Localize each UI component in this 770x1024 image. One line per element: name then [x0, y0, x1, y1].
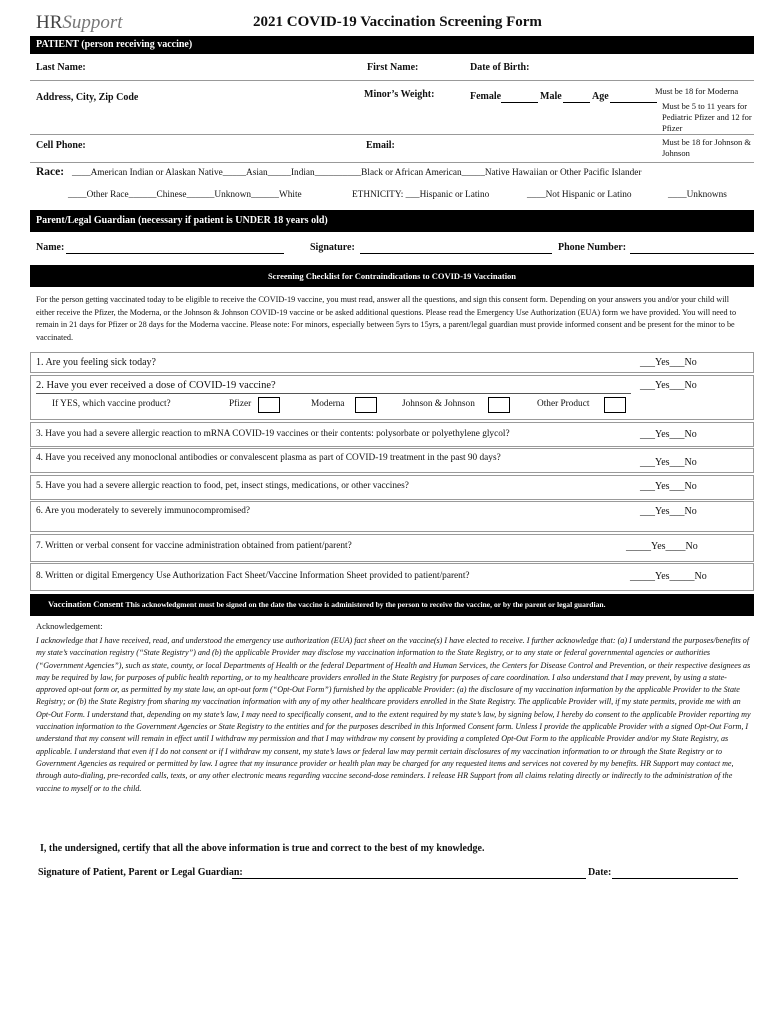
date-blank[interactable] [612, 878, 738, 879]
note-pfizer: Must be 5 to 11 years for Pediatric Pfizer and 12 for Pfizer [662, 101, 752, 133]
question-8: 8. Written or digital Emergency Use Authorization Fact Sheet/Vaccine Information Sheet provided to patient/parent? [36, 571, 470, 581]
consent-bar-text [48, 599, 606, 609]
consent-bar-bold: Vaccination Consent [48, 599, 124, 609]
hr-support-logo [36, 12, 123, 34]
jj-label: Johnson & Johnson [402, 399, 475, 409]
logo-support: Support [62, 12, 123, 33]
guardian-signature-blank[interactable] [360, 253, 552, 254]
question-7: 7. Written or verbal consent for vaccine administration obtained from patient/parent? [36, 541, 352, 551]
note-moderna: Must be 18 for Moderna [655, 86, 739, 96]
question-6-answer[interactable]: ___Yes___No [640, 506, 697, 517]
guardian-name-label: Name: [36, 242, 65, 253]
acknowledgement-text: I acknowledge that I have received, read, and understood the emergency use authorization (EUA) fact sheet on the vaccine(s) I have elected to receive. I further acknowledge that: (a) I understand the purposes/benefits of my state’s vaccination registry (“State Registry”) and (b) the applicable Provider may disclose my vaccination information to the State Registry, or to any state or federal governmental agencies or authorities (“Government Agencies”), such as state, county, or local Departments of Health or the federal Department of Health and Human Services, the Centers for Disease Control and Prevention, or their respective designees as may be required by law, for purposes of public health reporting, or to my healthcare providers enrolled in the State Registry for purposes of care coordination. I also understand that I may prevent, by using a state-approved opt-out form or, as permitted by my state law, an opt-out form (“Opt-Out Form”) furnished by the applicable Provider: (a) the disclosure of my vaccination information by the applicable Provider to the State Registry; or (b) the State Registry from sharing my vaccination information with any of my other healthcare providers enrolled in the State Registry. The applicable Provider will, if my state permits, provide me with an Opt-Out Form. I understand that, depending on my state’s law, I may need to specifically consent, and to the extent required by my state’s law, by signing below, I hereby do consent to the applicable Provider reporting my vaccination information to the Government Agencies or State Registry to the entities and for the purposes described in this Informed Consent form. Unless I provide the applicable Provider with a signed Opt-Out Form, I understand that my consent will remain in effect until I withdraw my permission and that I may withdraw my consent by providing a completed Opt-Out Form to the applicable Provider and/or my State Registry, as applicable. I understand that even if I do not consent or if I withdraw my consent, my state’s laws or federal law may permit certain disclosures of my vaccination information to or through the State Registry or to Government Agencies as required or permitted by law. I agree that my insurance provider or health plan may be charged for any requested items and services not covered by my benefits. HR Support may contact me, through auto-dialing, pre-recorded calls, texts, or any other electronic means regarding vaccine second-dose reminders. I release HR Support from all claims relating directly or indirectly to the administration of the vaccine to myself or to the child. [36, 636, 751, 793]
female-blank[interactable] [501, 102, 538, 103]
acknowledgement-label: Acknowledgement: [36, 621, 103, 631]
patient-signature-label: Signature of Patient, Parent or Legal Guardian: [38, 867, 243, 878]
moderna-checkbox[interactable] [355, 397, 377, 413]
q2-sub-question: If YES, which vaccine product? [52, 399, 171, 409]
question-5: 5. Have you had a severe allergic reaction to food, pet, insect stings, medications, or other vaccines? [36, 481, 409, 491]
guardian-section-label: Parent/Legal Guardian (necessary if patient is UNDER 18 years old) [36, 215, 328, 226]
male-blank[interactable] [563, 102, 590, 103]
address-label: Address, City, Zip Code [36, 92, 139, 103]
consent-bar-body: This acknowledgment must be signed on the date the vaccine is administered by the person to receive the vaccine, or by the parent or legal guardian. [125, 600, 606, 609]
question-3: 3. Have you had a severe allergic reaction to mRNA COVID-19 vaccines or their contents: polysorbate or polyethylene glycol? [36, 429, 510, 439]
consent-bar [30, 594, 754, 616]
question-1-answer[interactable]: ___Yes___No [640, 357, 697, 368]
race-options-line1: ____American Indian or Alaskan Native_____Asian_____Indian__________Black or African American_____Native Hawaiian or Other Pacific Islander [72, 168, 642, 178]
checklist-title: Screening Checklist for Contraindications to COVID-19 Vaccination [267, 271, 517, 281]
question-8-answer[interactable]: _____Yes_____No [630, 571, 707, 582]
date-label: Date: [588, 867, 612, 878]
guardian-phone-blank[interactable] [630, 253, 754, 254]
patient-section-bar [30, 36, 754, 54]
question-4-answer[interactable]: ___Yes___No [640, 457, 697, 468]
question-4: 4. Have you received any monoclonal antibodies or convalescent plasma as part of COVID-19 treatment in the past 90 days? [36, 453, 501, 463]
checklist-intro: For the person getting vaccinated today to be eligible to receive the COVID-19 vaccine, you must read, answer all the questions, and sign this consent form. Depending on your answers you and/or your child will either receive the Pfizer, the Moderna, or the Johnson & Johnson COVID-19 vaccine or be asked additional questions. Please read the Emergency Use Authorization (EUA) form we have provided. You will need to remain in 21 days for Pfizer or 28 days for the Moderna vaccine. Please note: For minors, especially between 5yrs to 15yrs, a parent/legal guardian must provide informed consent and be present for the minor to be vaccinated. [36, 295, 737, 342]
ethnicity-hispanic: ETHNICITY: ___Hispanic or Latino [352, 190, 490, 200]
male-label: Male [540, 91, 562, 102]
question-2-answer[interactable]: ___Yes___No [640, 380, 697, 391]
question-5-answer[interactable]: ___Yes___No [640, 481, 697, 492]
divider [36, 393, 631, 394]
form-title: 2021 COVID-19 Vaccination Screening Form [253, 14, 542, 30]
pfizer-checkbox[interactable] [258, 397, 280, 413]
question-7-answer[interactable]: _____Yes____No [626, 541, 698, 552]
note-jj: Must be 18 for Johnson & Johnson [662, 137, 752, 158]
minor-weight-label: Minor’s Weight: [364, 89, 435, 100]
moderna-label: Moderna [311, 399, 345, 409]
divider [30, 162, 754, 163]
age-label: Age [592, 91, 609, 102]
guardian-signature-label: Signature: [310, 242, 355, 253]
ethnicity-not-hispanic: ____Not Hispanic or Latino [527, 190, 632, 200]
logo-hr: HR [36, 12, 63, 33]
pfizer-label: Pfizer [229, 399, 252, 409]
patient-signature-blank[interactable] [232, 878, 586, 879]
other-product-checkbox[interactable] [604, 397, 626, 413]
email-label: Email: [366, 140, 395, 151]
jj-checkbox[interactable] [488, 397, 510, 413]
ethnicity-unknowns: ____Unknowns [668, 190, 727, 200]
race-label: Race: [36, 166, 65, 178]
first-name-label: First Name: [367, 62, 419, 73]
divider [30, 80, 754, 81]
guardian-phone-label: Phone Number: [558, 242, 627, 253]
question-3-answer[interactable]: ___Yes___No [640, 429, 697, 440]
question-1: 1. Are you feeling sick today? [36, 357, 156, 368]
female-label: Female [470, 91, 502, 102]
guardian-name-blank[interactable] [66, 253, 284, 254]
last-name-label: Last Name: [36, 62, 86, 73]
guardian-section-bar [30, 210, 754, 232]
age-blank[interactable] [610, 102, 657, 103]
checklist-title-bar [30, 265, 754, 287]
patient-section-label: PATIENT (person receiving vaccine) [36, 39, 193, 50]
divider [30, 134, 754, 135]
certify-statement: I, the undersigned, certify that all the above information is true and correct to the best of my knowledge. [40, 843, 485, 854]
question-6: 6. Are you moderately to severely immunocompromised? [36, 506, 251, 516]
question-2: 2. Have you ever received a dose of COVID-19 vaccine? [36, 380, 276, 391]
race-options-line2: ____Other Race______Chinese______Unknown______White [68, 190, 302, 200]
dob-label: Date of Birth: [470, 62, 530, 73]
other-product-label: Other Product [537, 399, 590, 409]
cell-phone-label: Cell Phone: [36, 140, 86, 151]
